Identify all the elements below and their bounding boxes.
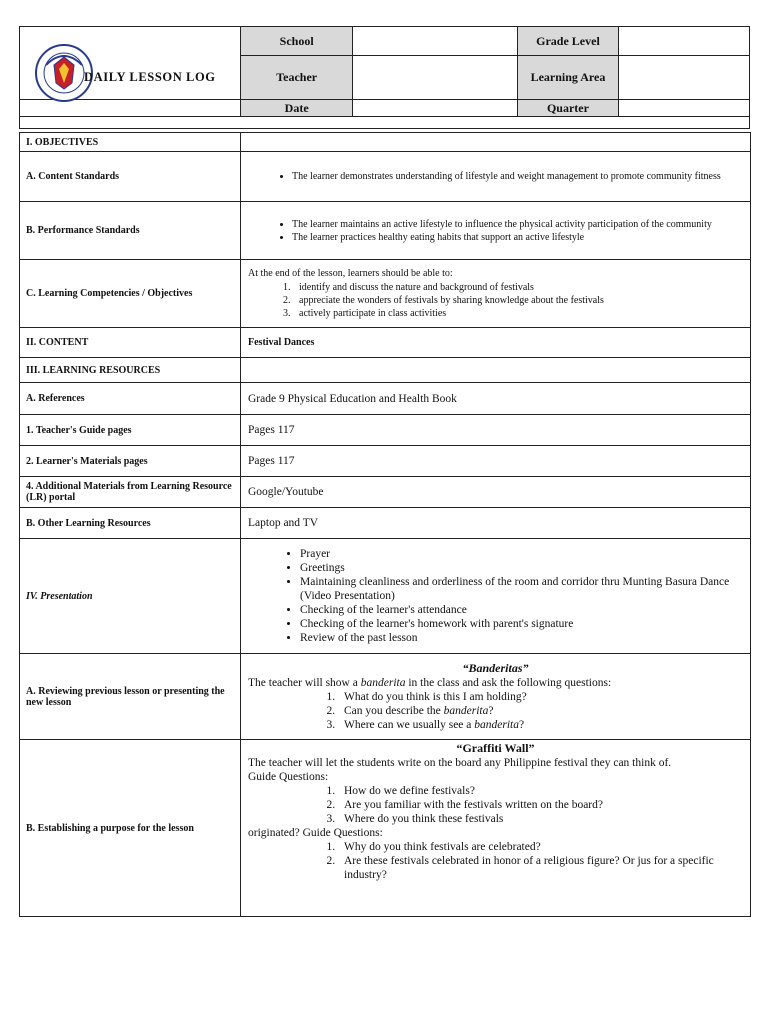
other-resources-row xyxy=(20,508,751,539)
performance-standards-list xyxy=(248,218,743,244)
learners-materials-label: 2. Learner's Materials pages xyxy=(20,446,241,477)
reviewing-questions xyxy=(248,690,743,732)
content-standards-list xyxy=(248,170,743,183)
list-item: • The learner practices healthy eating habits that support an active lifestyle xyxy=(292,231,743,244)
references-value: Grade 9 Physical Education and Health Book xyxy=(241,383,751,415)
content-standards-row xyxy=(20,152,751,202)
list-item: • Prayer xyxy=(300,547,743,561)
school-value[interactable] xyxy=(353,27,517,56)
quarter-label: Quarter xyxy=(517,100,619,117)
graffiti-title: “Graffiti Wall” xyxy=(456,741,535,755)
list-item: • Maintaining cleanliness and orderliness of the room and corridor thru Munting Basura Dance (Video Presentation) xyxy=(300,575,743,603)
other-resources-label: B. Other Learning Resources xyxy=(20,508,241,539)
objectives-row xyxy=(20,133,751,152)
list-item: 3. actively participate in class activities xyxy=(293,307,743,320)
header-spacer xyxy=(20,117,750,129)
lesson-table xyxy=(19,132,751,917)
content-label: II. CONTENT xyxy=(20,328,241,358)
document-title: DAILY LESSON LOG xyxy=(84,70,216,84)
list-item: • Checking of the learner's homework with parent's signature xyxy=(300,617,743,631)
resources-label: III. LEARNING RESOURCES xyxy=(20,358,241,383)
presentation-row xyxy=(20,539,751,654)
list-item: • The learner maintains an active lifestyle to influence the physical activity participation of the community xyxy=(292,218,743,231)
school-label: School xyxy=(241,27,353,56)
teachers-guide-value: Pages 117 xyxy=(241,415,751,446)
guide-questions-heading: Guide Questions: xyxy=(248,771,329,783)
logo-cell xyxy=(20,27,241,100)
list-item: • Greetings xyxy=(300,561,743,575)
teacher-value[interactable] xyxy=(353,56,517,100)
learners-materials-row xyxy=(20,446,751,477)
additional-materials-row xyxy=(20,477,751,508)
quarter-value[interactable] xyxy=(619,100,750,117)
q2-text: Can you describe the xyxy=(344,705,444,717)
list-item: 1. Why do you think festivals are celebrated? xyxy=(338,840,743,854)
reviewing-label: A. Reviewing previous lesson or presenting the new lesson xyxy=(20,654,241,740)
performance-standards-row xyxy=(20,202,751,260)
date-value[interactable] xyxy=(353,100,517,117)
purpose-questions-1 xyxy=(248,784,743,826)
list-item: 3. Where do you think these festivals xyxy=(338,812,743,826)
list-item: 1. How do we define festivals? xyxy=(338,784,743,798)
presentation-label: IV. Presentation xyxy=(20,539,241,654)
content-value: Festival Dances xyxy=(241,328,751,358)
competencies-label: C. Learning Competencies / Objectives xyxy=(20,260,241,328)
list-item: • Review of the past lesson xyxy=(300,631,743,645)
list-item xyxy=(338,704,743,718)
grade-level-label: Grade Level xyxy=(517,27,619,56)
competencies-list xyxy=(248,281,743,320)
list-item: 2. Are these festivals celebrated in honor of a religious figure? Or jus for a specific industry? xyxy=(338,854,743,882)
intro-text-end: in the class and ask the following questions: xyxy=(405,677,612,689)
teachers-guide-label: 1. Teacher's Guide pages xyxy=(20,415,241,446)
learners-materials-value: Pages 117 xyxy=(241,446,751,477)
content-standards-label: A. Content Standards xyxy=(20,152,241,202)
list-item xyxy=(338,718,743,732)
learning-area-label: Learning Area xyxy=(517,56,619,100)
presentation-list xyxy=(248,547,743,645)
learning-area-value[interactable] xyxy=(619,56,750,100)
q3-text: Where can we usually see a xyxy=(344,719,475,731)
intro-italic-text: banderita xyxy=(360,677,406,689)
purpose-row xyxy=(20,740,751,917)
q3-italic-text: banderita xyxy=(474,719,520,731)
banderitas-title: “Banderitas” xyxy=(462,661,529,675)
performance-standards-label: B. Performance Standards xyxy=(20,202,241,260)
references-row xyxy=(20,383,751,415)
q2-text-end: ? xyxy=(488,705,494,717)
intro-text: The teacher will show a xyxy=(248,677,361,689)
date-label: Date xyxy=(241,100,353,117)
grade-level-value[interactable] xyxy=(619,27,750,56)
reviewing-row xyxy=(20,654,751,740)
competencies-row xyxy=(20,260,751,328)
reviewing-intro xyxy=(248,676,743,690)
references-label: A. References xyxy=(20,383,241,415)
competencies-intro: At the end of the lesson, learners should be able to: xyxy=(248,268,453,279)
list-item: • The learner demonstrates understanding of lifestyle and weight management to promote community fitness xyxy=(292,170,743,183)
resources-row xyxy=(20,358,751,383)
purpose-label: B. Establishing a purpose for the lesson xyxy=(20,740,241,917)
list-item: 1. identify and discuss the nature and background of festivals xyxy=(293,281,743,294)
objectives-label: I. OBJECTIVES xyxy=(20,133,241,152)
list-item: 2. appreciate the wonders of festivals by sharing knowledge about the festivals xyxy=(293,294,743,307)
list-item: • Checking of the learner's attendance xyxy=(300,603,743,617)
purpose-intro: The teacher will let the students write on the board any Philippine festival they can think of. xyxy=(248,757,672,769)
q3-text-end: ? xyxy=(519,719,525,731)
purpose-questions-2 xyxy=(248,840,743,882)
q2-italic-text: banderita xyxy=(443,705,489,717)
teacher-label: Teacher xyxy=(241,56,353,100)
additional-materials-value: Google/Youtube xyxy=(241,477,751,508)
list-item: 1. What do you think is this I am holding? xyxy=(338,690,743,704)
guide-questions-heading-2: originated? Guide Questions: xyxy=(248,827,383,839)
list-item: 2. Are you familiar with the festivals written on the board? xyxy=(338,798,743,812)
header-table xyxy=(19,26,750,129)
additional-materials-label: 4. Additional Materials from Learning Resource (LR) portal xyxy=(20,477,241,508)
teachers-guide-row xyxy=(20,415,751,446)
other-resources-value: Laptop and TV xyxy=(241,508,751,539)
content-row xyxy=(20,328,751,358)
